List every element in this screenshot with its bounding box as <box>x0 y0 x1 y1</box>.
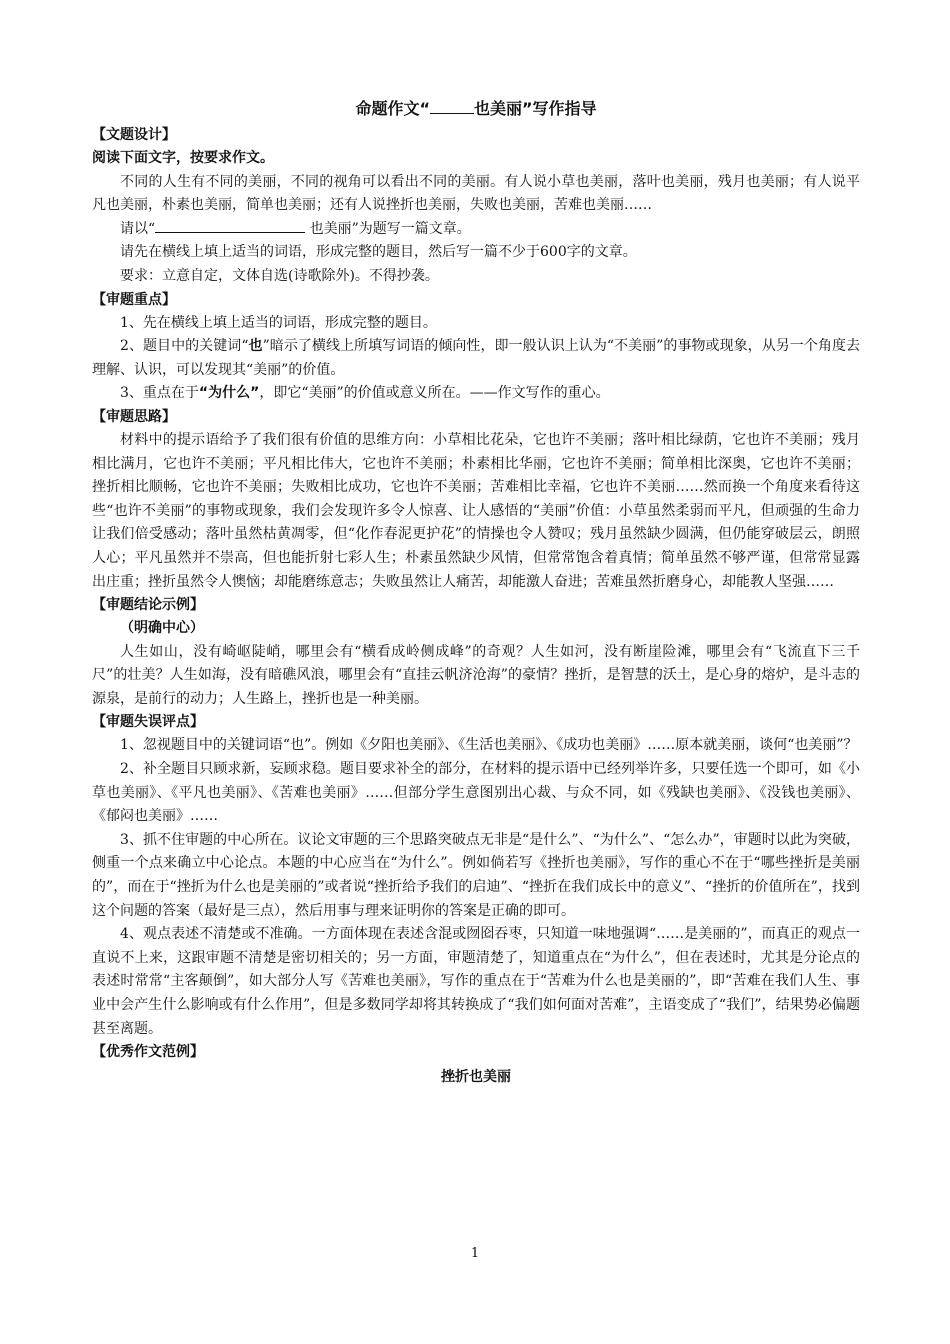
focus-paragraph-1: 1、先在横线上填上适当的词语，形成完整的题目。 <box>120 314 437 331</box>
errors-paragraph-4: 4、观点表述不清楚或不准确。一方面体现在表述含混或囫囵吞枣，只知道一味地强调“……是美丽的”，而真正的观点一直说不上来，这跟审题不清楚是密切相关的；另一方面，审题清楚了，知道重点在“为什么”，但在表述时，尤其是分论点的表述时常常“主客颠倒”，如大部分人写《苦难也美丽》，写作的重点在于“苦难为什么也是美丽的”，即“苦难在我们人生、事业中会产生什么影响或有什么作用”，但是多数同学却将其转换成了“我们如何面对苦难”，主语变成了“我们”，结果势必偏题甚至离题。 <box>92 926 860 1037</box>
focus-p2-keyword: 也 <box>248 338 263 355</box>
errors-paragraph-2: 2、补全题目只顾求新，妄顾求稳。题目要求补全的部分，在材料的提示语中已经列举许多，只要任选一个即可，如《小草也美丽》、《平凡也美丽》、《苦难也美丽》……但部分学生意图别出心裁、与众不同，如《残缺也美丽》、《没钱也美丽》、《郁闷也美丽》…… <box>92 761 860 825</box>
focus-p2-a: 2、题目中的关键词“ <box>120 338 249 355</box>
section-heading-conclusion: 【审题结论示例】 <box>92 597 204 614</box>
page-number: 1 <box>470 1246 480 1261</box>
design-instruction: 阅读下面文字，按要求作文。 <box>92 150 274 166</box>
focus-p3-a: 3、重点在于 <box>120 385 199 402</box>
design-paragraph-3: 请先在横线上填上适当的词语，形成完整的题目，然后写一篇不少于600字的文章。 <box>120 244 637 261</box>
section-heading-thinking: 【审题思路】 <box>92 408 176 425</box>
section-heading-focus: 【审题重点】 <box>92 291 176 308</box>
document-title <box>92 96 860 122</box>
focus-paragraph-2 <box>92 335 860 382</box>
thinking-paragraph-1: 材料中的提示语给予了我们很有价值的思维方向：小草相比花朵，它也许不美丽；落叶相比绿荫，它也许不美丽；残月相比满月，它也许不美丽；平凡相比伟大，它也许不美丽；朴素相比华丽，它也许不美丽；简单相比深奥，它也许不美丽；挫折相比顺畅，它也许不美丽；失败相比成功，它也许不美丽；苦难相比幸福，它也许不美丽……然而换一个角度来看待这些“也许不美丽”的事物或现象，我们会发现许多令人惊喜、让人感悟的“美丽”价值：小草虽然柔弱而平凡，但顽强的生命力让我们倍受感动；落叶虽然枯黄凋零，但“化作春泥更护花”的情操也令人赞叹；残月虽然缺少圆满，但仍能穿破层云，朗照人心；平凡虽然并不崇高，但也能折射七彩人生；朴素虽然缺少风情，但常常饱含着真情；简单虽然不够严谨，但常常显露出庄重；挫折虽然令人懊恼；却能磨练意志；失败虽然让人痛苦，却能激人奋进；苦难虽然折磨身心，却能教人坚强…… <box>92 431 860 590</box>
design-blank-line <box>155 218 305 233</box>
title-blank-line <box>430 99 474 114</box>
conclusion-paragraph-1: 人生如山，没有崎岖陡峭，哪里会有“横看成岭侧成峰”的奇观？人生如河，没有断崖险滩，哪里会有“飞流直下三千尺”的壮美？人生如海，没有暗礁风浪，哪里会有“直挂云帆济沧海”的豪情？挫折，是智慧的沃土，是心身的熔炉，是斗志的源泉，是前行的动力；人生路上，挫折也是一种美丽。 <box>92 643 860 707</box>
section-heading-errors: 【审题失误评点】 <box>92 714 204 731</box>
focus-p3-b: ，即它“美丽”的价值或意义所在。——作文写作的重心。 <box>259 385 610 402</box>
title-suffix: 也美丽”写作指导 <box>474 99 597 118</box>
design-paragraph-4: 要求：立意自定，文体自选(诗歌除外)。不得抄袭。 <box>120 267 439 284</box>
section-heading-design: 【文题设计】 <box>92 127 176 143</box>
section-heading-sample: 【优秀作文范例】 <box>92 1044 204 1061</box>
errors-paragraph-1: 1、忽视题目中的关键词语“也”。例如《夕阳也美丽》、《生活也美丽》、《成功也美丽》……原本就美丽，谈何“也美丽”？ <box>120 737 858 754</box>
errors-paragraph-3: 3、抓不住审题的中心所在。议论文审题的三个思路突破点无非是“是什么”、“为什么”、“怎么办”，审题时以此为突破，侧重一个点来确立中心论点。本题的中心应当在“为什么”。例如倘若写《挫折也美丽》，写作的重心不在于“哪些挫折是美丽的”，而在于“挫折为什么也是美丽的”或者说“挫折给予我们的启迪”、“挫折在我们成长中的意义”、“挫折的价值所在”，找到这个问题的答案（最好是三点），然后用事与理来证明你的答案是正确的即可。 <box>92 831 860 919</box>
design-p2-suffix: 也美丽”为题写一篇文章。 <box>305 220 471 237</box>
focus-p3-keyword: “为什么” <box>198 385 260 402</box>
sample-essay-title: 挫折也美丽 <box>441 1069 511 1086</box>
title-prefix: 命题作文“ <box>355 99 430 118</box>
focus-paragraph-3 <box>92 382 860 406</box>
document-content <box>92 96 860 1090</box>
conclusion-subheading: （明确中心） <box>120 620 204 637</box>
design-p2-prefix: 请以“ <box>120 220 156 237</box>
design-paragraph-1: 不同的人生有不同的美丽，不同的视角可以看出不同的美丽。有人说小草也美丽，落叶也美丽，残月也美丽；有人说平凡也美丽，朴素也美丽，简单也美丽；还有人说挫折也美丽，失败也美丽，苦难也美丽…… <box>92 173 860 214</box>
design-paragraph-2 <box>92 218 860 242</box>
focus-p2-b: ”暗示了横线上所填写词语的倾向性，即一般认识上认为“不美丽”的事物或现象，从另一个角度去理解、认识，可以发现其“美丽”的价值。 <box>92 338 860 378</box>
